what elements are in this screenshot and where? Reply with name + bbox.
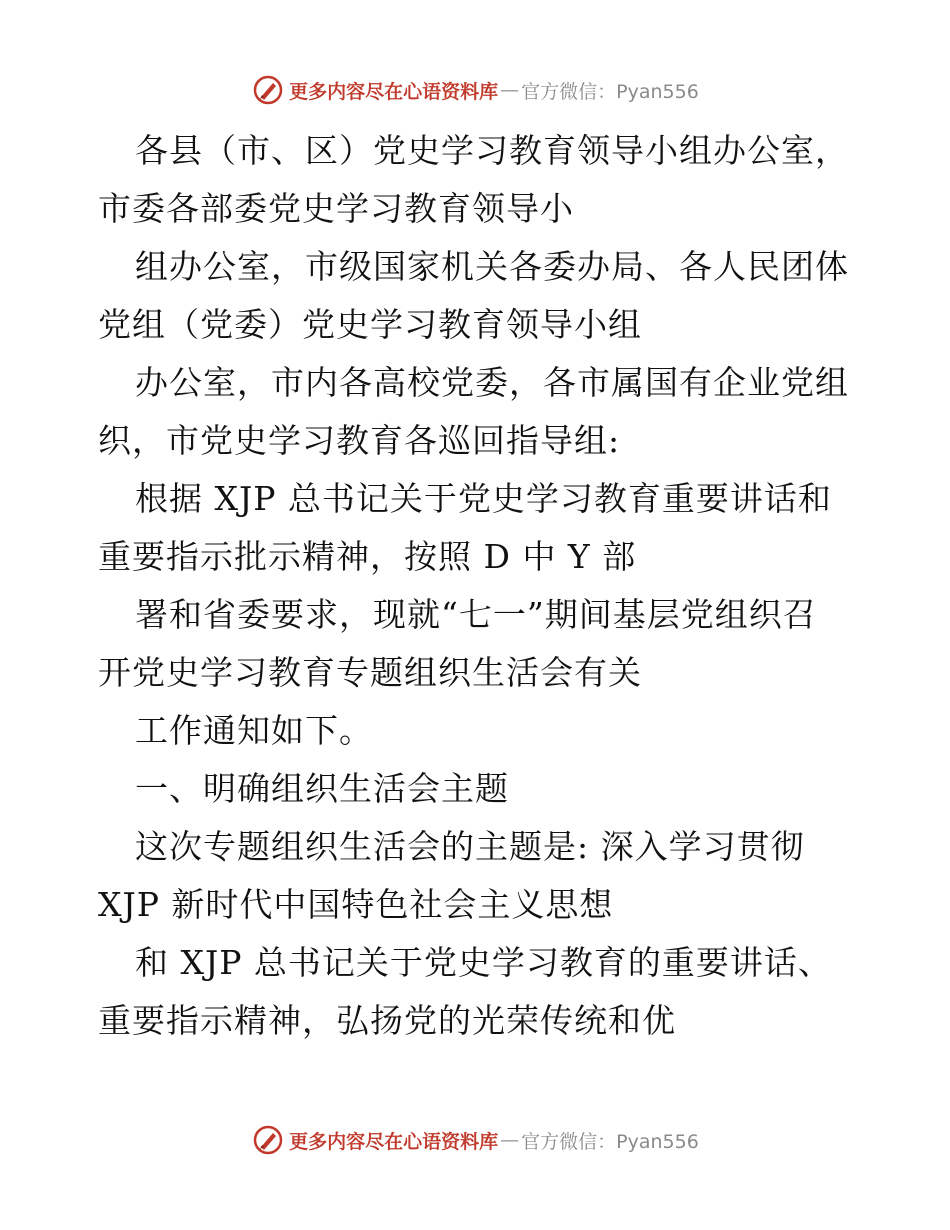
pen-logo-icon <box>251 1123 285 1157</box>
text-line: 根据 XJP 总书记关于党史学习教育重要讲话和 <box>135 479 832 518</box>
text-line: 各县（市、区）党史学习教育领导小组办公室， <box>135 131 849 170</box>
banner-separator: — <box>500 79 520 101</box>
header-watermark-banner <box>0 70 950 110</box>
text-line: 开党史学习教育专题组织生活会有关 <box>98 653 642 692</box>
text-line: XJP 新时代中国特色社会主义思想 <box>98 885 614 924</box>
text-line: 组办公室，市级国家机关各委办局、各人民团体 <box>135 247 849 286</box>
text-line: 党组（党委）党史学习教育领导小组 <box>98 305 642 344</box>
banner-wechat: 官方微信：Pyan556 <box>521 80 699 103</box>
text-line: 市委各部委党史学习教育领导小 <box>98 189 574 228</box>
pen-logo-icon <box>251 73 285 107</box>
banner-wechat: 官方微信：Pyan556 <box>521 1130 699 1153</box>
text-line: 重要指示批示精神，按照 D 中 Y 部 <box>98 537 637 576</box>
text-line: 工作通知如下。 <box>135 711 373 750</box>
section-heading: 一、明确组织生活会主题 <box>135 769 509 808</box>
text-line: 重要指示精神，弘扬党的光荣传统和优 <box>98 1001 676 1040</box>
footer-watermark-banner <box>0 1120 950 1160</box>
banner-text: 更多内容尽在心语资料库 <box>289 1130 499 1153</box>
text-line: 署和省委要求，现就“七一”期间基层党组织召 <box>135 595 817 634</box>
text-line: 办公室，市内各高校党委，各市属国有企业党组 <box>135 363 849 402</box>
document-body <box>98 122 868 1050</box>
banner-text: 更多内容尽在心语资料库 <box>289 80 499 103</box>
text-line: 和 XJP 总书记关于党史学习教育的重要讲话、 <box>135 943 832 982</box>
banner-separator: — <box>500 1129 520 1151</box>
text-line: 这次专题组织生活会的主题是: 深入学习贯彻 <box>135 827 805 866</box>
text-line: 织，市党史学习教育各巡回指导组: <box>98 421 621 460</box>
